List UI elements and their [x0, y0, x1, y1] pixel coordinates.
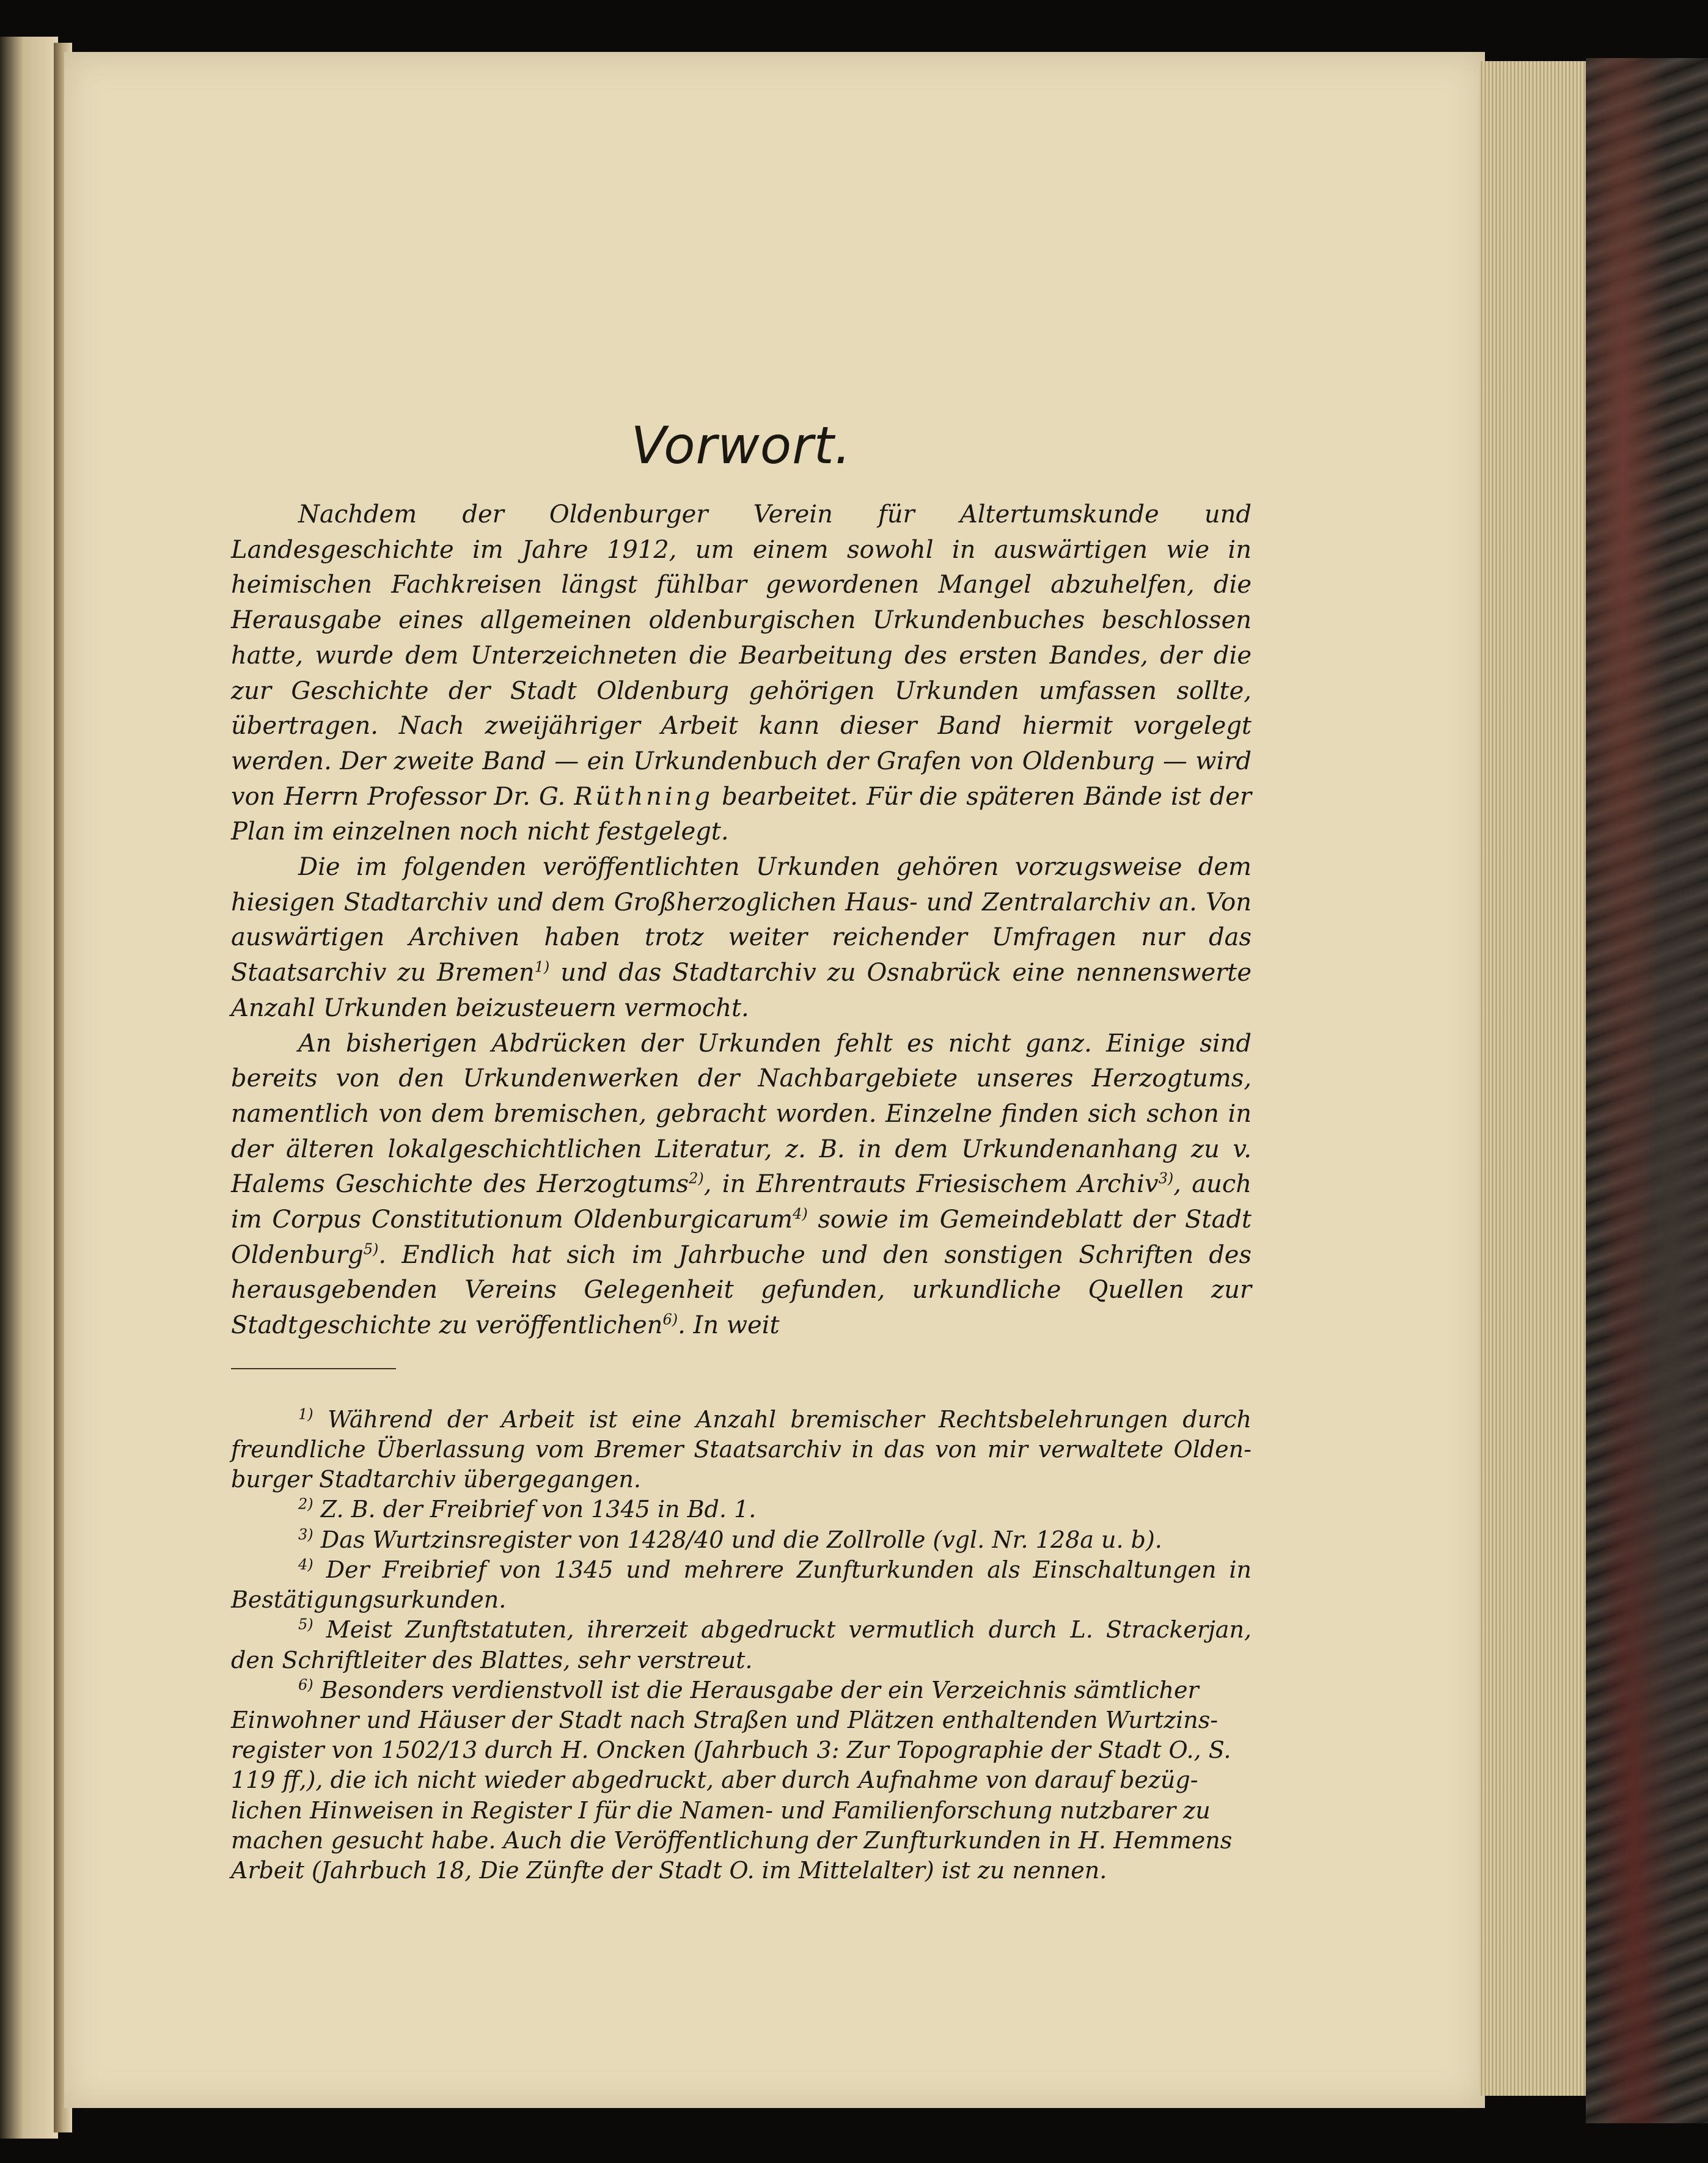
- footnote-ref-4: 4): [793, 1205, 808, 1223]
- footnote-2: [231, 1495, 1252, 1524]
- paragraph-3-text-f: . In weit: [678, 1311, 780, 1340]
- facing-page-edge: [0, 37, 58, 2139]
- footnote-mark-6: 6): [298, 1676, 313, 1694]
- paragraph-3-text-b: , in Ehrentrauts Friesischem Archiv: [703, 1170, 1159, 1199]
- footnote-mark-1: 1): [298, 1405, 313, 1423]
- paragraph-3-text-a: An bisherigen Abdrücken der Urkunden fehlt es nicht ganz. Einige sind bereits von den Urkundenwerken der Nachbargebiete unseres Herzogtums, namentlich von dem bremischen, gebracht worden. Einzelne finden sich schon in der älteren lokalgeschichtlichen Literatur, z. B. in dem Urkundenanhang zu v. Halems Geschichte des Herzogtums: [231, 1029, 1252, 1199]
- paragraph-1-text-b: bearbeitet. Für die späteren Bände ist der Plan im einzelnen noch nicht festgelegt.: [231, 782, 1252, 846]
- paragraph-3-text-d: sowie im Gemeindeblatt der Stadt Oldenburg: [231, 1206, 1252, 1269]
- footnote-ref-5: 5): [363, 1240, 379, 1258]
- marbled-cover: [1586, 58, 1708, 2123]
- paragraph-3: [231, 1027, 1252, 1344]
- footnote-5-text: Meist Zunftstatuten, ihrerzeit abgedruckt vermutlich durch L. Strackerjan, den Schriftleiter des Blattes, sehr verstreut.: [231, 1616, 1252, 1674]
- footnote-3-text: Das Wurtzinsregister von 1428/40 und die Zollrolle (vgl. Nr. 128a u. b).: [320, 1526, 1162, 1553]
- paragraph-3-text-e: . Endlich hat sich im Jahrbuche und den sonstigen Schriften des herausgebenden Vereins Gelegenheit gefunden, urkundliche Quellen zur Stadtgeschichte zu veröffentlichen: [231, 1240, 1252, 1340]
- paragraph-2-text-a: Die im folgenden veröffentlichten Urkunden gehören vorzugsweise dem hiesigen Stadtarchiv und dem Großherzoglichen Haus- und Zentralarchiv an. Von auswärtigen Archiven haben trotz weiter reichender Umfragen nur das Staatsarchiv zu Bremen: [231, 853, 1252, 987]
- footnote-5: [231, 1615, 1252, 1675]
- footnote-divider: [231, 1368, 396, 1369]
- paragraph-1: [231, 497, 1252, 850]
- paragraph-1-text-a: Nachdem der Oldenburger Verein für Altertumskunde und Landesgeschichte im Jahre 1912, um einem sowohl in auswärtigen wie in heimischen Fachkreisen längst fühlbar gewordenen Mangel abzuhelfen, die Herausgabe eines allgemeinen oldenburgischen Urkundenbuches beschlossen hatte, wurde dem Unterzeichneten die Bearbeitung des ersten Bandes, der die zur Geschichte der Stadt Oldenburg gehörigen Urkunden umfassen sollte, übertragen. Nach zweijähriger Arbeit kann dieser Band hiermit vorgelegt werden. Der zweite Band — ein Urkundenbuch der Grafen von Oldenburg — wird von Herrn Professor Dr. G.: [231, 500, 1252, 811]
- footnote-1: [231, 1405, 1252, 1495]
- footnote-ref-3: 3): [1158, 1170, 1174, 1188]
- footnote-mark-5: 5): [298, 1616, 313, 1633]
- author-name: Rüthning: [574, 782, 714, 811]
- footnote-mark-2: 2): [298, 1495, 313, 1513]
- page-title: Vorwort.: [631, 415, 852, 475]
- footnote-ref-6: 6): [662, 1311, 678, 1328]
- footnote-mark-4: 4): [298, 1556, 313, 1573]
- footnote-3: [231, 1525, 1252, 1555]
- footnote-ref-1: 1): [534, 958, 550, 976]
- page-content: [231, 415, 1252, 1886]
- footnote-6: [231, 1675, 1252, 1886]
- paragraph-3-text-c: , auch im Corpus Constitutionum Oldenburgicarum: [231, 1170, 1252, 1234]
- footnote-2-text: Z. B. der Freibrief von 1345 in Bd. 1.: [320, 1496, 757, 1523]
- paragraph-2-text-b: und das Stadtarchiv zu Osnabrück eine nennenswerte Anzahl Urkunden beizusteuern vermocht.: [231, 959, 1252, 1022]
- footnote-1-text: Während der Arbeit ist eine Anzahl bremischer Rechtsbelehrungen durch freundliche Überlassung vom Bremer Staatsarchiv in das von mir verwaltete Oldenburger Stadtarchiv übergegangen.: [231, 1405, 1252, 1493]
- paragraph-2: [231, 850, 1252, 1027]
- footnote-ref-2: 2): [689, 1170, 704, 1188]
- footnote-4: [231, 1555, 1252, 1615]
- footnote-6-text: Besonders verdienstvoll ist die Herausgabe der ein Verzeichnis sämtlicher Einwohner und Häuser der Stadt nach Straßen und Plätzen enthaltenden Wurtzinsregister von 1502/13 durch H. Oncken (Jahrbuch 3: Zur Topographie der Stadt O., S. 119 ff,), die ich nicht wieder abgedruckt, aber durch Aufnahme von darauf bezüglichen Hinweisen in Register I für die Namen- und Familienforschung nutzbarer zu machen gesucht habe. Auch die Veröffentlichung der Zunfturkunden in H. Hemmens Arbeit (Jahrbuch 18, Die Zünfte der Stadt O. im Mittelalter) ist zu nennen.: [231, 1676, 1233, 1884]
- page-stack-edges: [1479, 61, 1589, 2096]
- footnote-mark-3: 3): [298, 1526, 313, 1543]
- footnote-4-text: Der Freibrief von 1345 und mehrere Zunfturkunden als Einschaltungen in Bestätigungsurkunden.: [231, 1556, 1252, 1614]
